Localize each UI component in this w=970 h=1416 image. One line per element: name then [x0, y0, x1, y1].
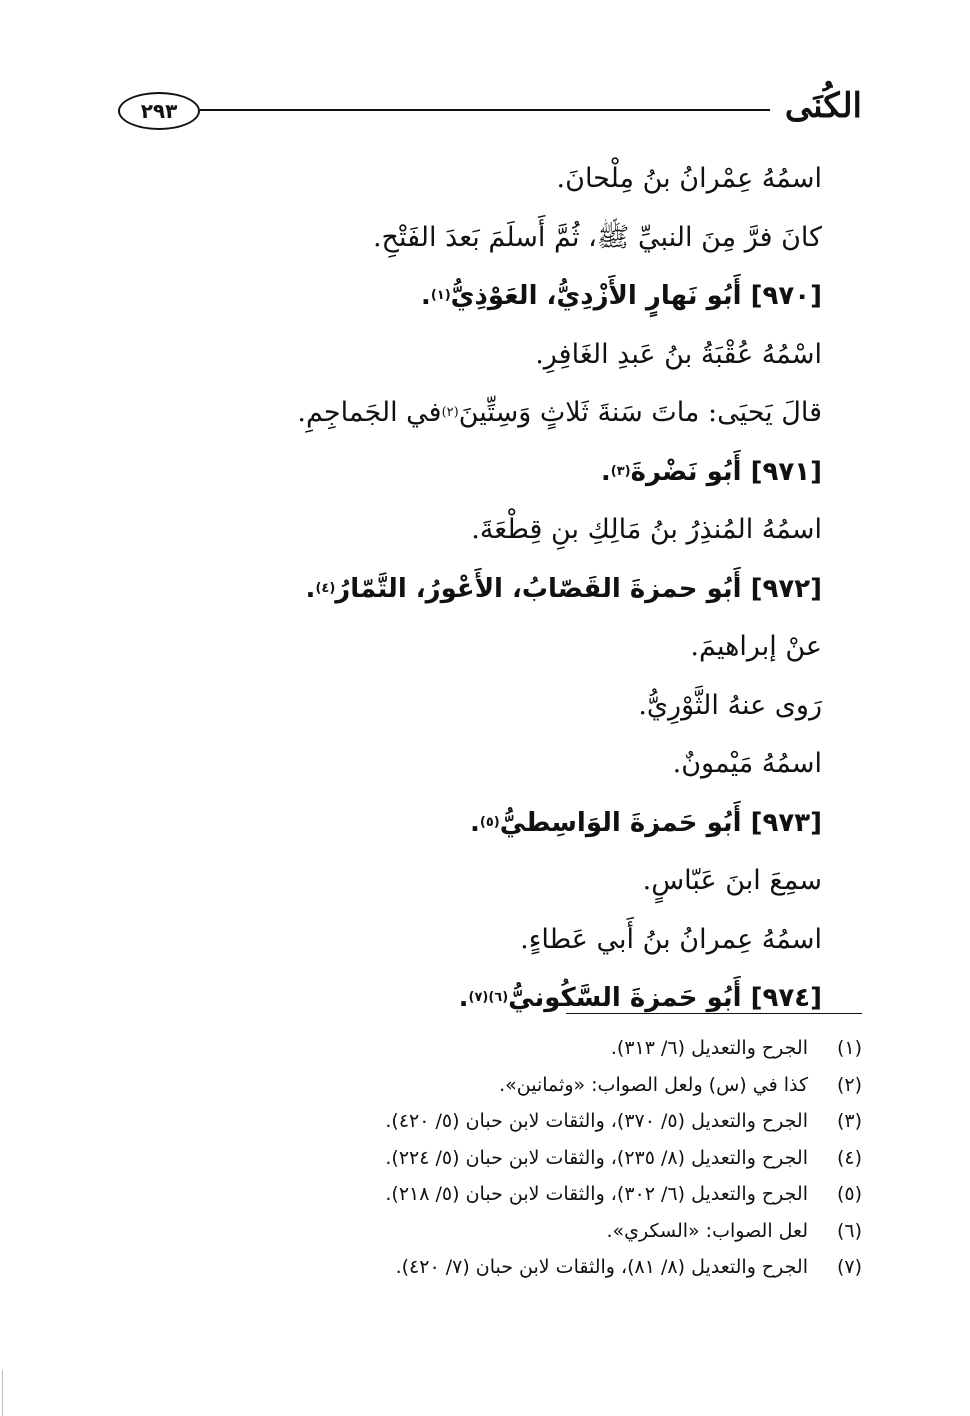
line-text: [٩٧١] أَبُو نَضْرةَ — [630, 456, 822, 487]
line-text: سمِعَ ابنَ عَبّاسٍ. — [642, 865, 822, 897]
line-text: عنْ إبراهيمَ. — [690, 631, 822, 663]
line-text-after: . — [420, 281, 431, 312]
page-number: ٢٩٣ — [140, 99, 178, 123]
line-text-after: . — [469, 807, 480, 838]
text-line — [110, 384, 822, 443]
line-text: [٩٧٠] أَبُو نَهارٍ الأَزْدِيُّ، العَوْذِيُّ — [450, 281, 822, 312]
line-text: [٩٧٢] أَبُو حمزةَ القَصّابُ، الأَعْورُ، التَّمّارُ — [335, 573, 822, 604]
footnote-number: (٦) — [836, 1219, 862, 1242]
footnote-ref[interactable]: (٢) — [441, 405, 459, 421]
footnote-text: الجرح والتعديل (٨/ ٨١)، والثقات لابن حبان (٧/ ٤٢٠). — [395, 1256, 808, 1279]
text-line — [110, 209, 822, 268]
line-text-after: . — [458, 983, 469, 1014]
footnote-text: كذا في (س) ولعل الصواب: «وثمانين». — [499, 1073, 808, 1096]
text-line — [110, 677, 822, 736]
line-text-after: في الجَماجِمِ. — [297, 397, 442, 429]
footnote-number: (١) — [836, 1037, 862, 1060]
line-text-after: . — [305, 573, 316, 604]
book-title: الكُنَى — [784, 86, 862, 126]
footnote-text: لعل الصواب: «السكري». — [606, 1219, 808, 1242]
line-text: رَوى عنهُ الثَّوْرِيُّ. — [638, 689, 822, 721]
footnote-text: الجرح والتعديل (٥/ ٣٧٠)، والثقات لابن حبان (٥/ ٤٢٠). — [385, 1110, 808, 1133]
line-text: اسمُهُ عِمرانُ بنُ أَبي عَطاءٍ. — [520, 923, 822, 955]
footnote-ref[interactable]: (٦)(٧) — [468, 990, 509, 1006]
footnote — [110, 1067, 862, 1104]
footnotes — [110, 1030, 862, 1286]
footnote-ref[interactable]: (٤) — [315, 580, 336, 596]
footnote — [110, 1103, 862, 1140]
entry-heading — [110, 794, 822, 853]
footnote-separator — [566, 1013, 862, 1014]
text-line — [110, 618, 822, 677]
text-line — [110, 735, 822, 794]
line-text: اسمُهُ مَيْمونٌ. — [672, 748, 822, 780]
footnote-ref[interactable]: (١) — [430, 288, 451, 304]
footnote-number: (٣) — [836, 1110, 862, 1133]
text-line — [110, 501, 822, 560]
line-text: قالَ يَحيَى: ماتَ سَنةَ ثَلاثٍ وَسِتِّينَ — [458, 397, 822, 429]
footnote — [110, 1176, 862, 1213]
footnote — [110, 1030, 862, 1067]
page-number-badge — [118, 92, 200, 130]
page-edge-mark — [2, 1370, 3, 1416]
line-text-after: . — [600, 456, 611, 487]
line-text: اسمُهُ المُنذِرُ بنُ مَالِكِ بنِ قِطْعَةَ. — [471, 514, 822, 546]
line-text: كانَ فرَّ مِنَ النبيِّ ﷺ، ثُمَّ أَسلَمَ بَعدَ الفَتْحِ. — [372, 221, 822, 253]
footnote-number: (٥) — [836, 1183, 862, 1206]
entry-heading — [110, 267, 822, 326]
text-line — [110, 326, 822, 385]
footnote-number: (٢) — [836, 1073, 862, 1096]
text-line — [110, 852, 822, 911]
header-rule — [200, 109, 770, 111]
footnote-ref[interactable]: (٣) — [610, 463, 631, 479]
entry-heading — [110, 560, 822, 619]
line-text: [٩٧٤] أَبُو حَمزةَ السَّكُونيُّ — [508, 983, 822, 1014]
line-text: اسْمُهُ عُقْبَةُ بنُ عَبدِ الغَافِرِ. — [535, 338, 822, 370]
footnote-text: الجرح والتعديل (٦/ ٣١٣). — [610, 1037, 808, 1060]
entry-heading — [110, 443, 822, 502]
main-text — [110, 150, 822, 1028]
footnote — [110, 1213, 862, 1250]
entry-heading — [110, 969, 822, 1028]
line-text: [٩٧٣] أَبُو حَمزةَ الوَاسِطيُّ — [499, 807, 822, 838]
footnote-text: الجرح والتعديل (٦/ ٣٠٢)، والثقات لابن حبان (٥/ ٢١٨). — [385, 1183, 808, 1206]
footnote-number: (٤) — [836, 1146, 862, 1169]
footnote-number: (٧) — [836, 1256, 862, 1279]
text-line — [110, 150, 822, 209]
footnote — [110, 1249, 862, 1286]
running-header — [118, 84, 862, 144]
text-line — [110, 911, 822, 970]
footnote-ref[interactable]: (٥) — [479, 814, 500, 830]
footnote — [110, 1140, 862, 1177]
footnote-text: الجرح والتعديل (٨/ ٢٣٥)، والثقات لابن حبان (٥/ ٢٢٤). — [385, 1146, 808, 1169]
line-text: اسمُهُ عِمْرانُ بنُ مِلْحانَ. — [556, 163, 822, 195]
